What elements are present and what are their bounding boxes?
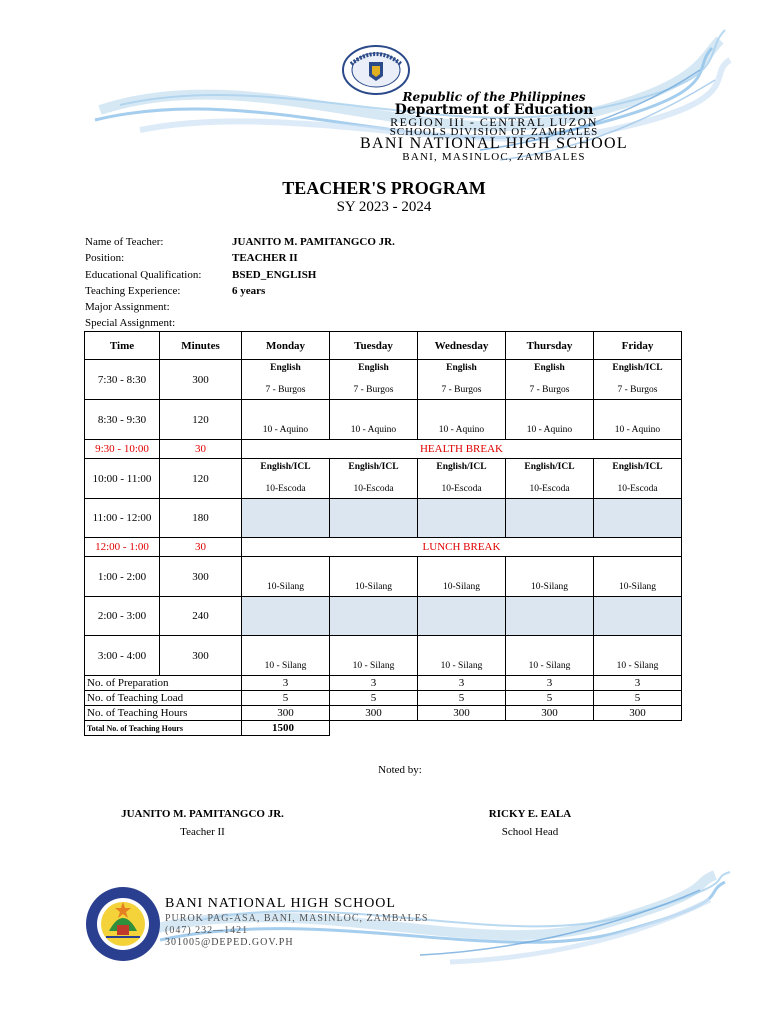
schedule-row xyxy=(85,636,682,676)
republic-line: Republic of the Philippines xyxy=(402,90,586,104)
section-label: 10 - Silang xyxy=(264,661,307,671)
time-cell: 9:30 - 10:00 xyxy=(85,440,160,459)
section-label: 10-Silang xyxy=(531,582,568,592)
summary-value: 3 xyxy=(594,676,682,691)
column-header: Wednesday xyxy=(418,332,506,360)
class-cell xyxy=(242,557,330,597)
schedule-row xyxy=(85,499,682,538)
class-cell xyxy=(418,360,506,400)
school-name: BANI NATIONAL HIGH SCHOOL xyxy=(360,135,628,152)
class-cell xyxy=(418,636,506,676)
summary-label: No. of Preparation xyxy=(85,676,242,691)
footer-email: 301005@DEPED.GOV.PH xyxy=(165,937,294,948)
section-label: 10 - Silang xyxy=(528,661,571,671)
time-cell: 11:00 - 12:00 xyxy=(85,499,160,538)
subject-label: English xyxy=(446,363,477,373)
column-header: Monday xyxy=(242,332,330,360)
empty-class-cell xyxy=(242,499,330,538)
empty-class-cell xyxy=(506,597,594,636)
info-value: JUANITO M. PAMITANGCO JR. xyxy=(232,236,395,248)
class-cell xyxy=(594,360,682,400)
blank-cell xyxy=(594,721,682,736)
section-label: 10-Escoda xyxy=(441,484,482,494)
time-cell: 1:00 - 2:00 xyxy=(85,557,160,597)
class-cell xyxy=(506,557,594,597)
letterhead-footer xyxy=(0,870,768,970)
blank-cell xyxy=(418,721,506,736)
empty-class-cell xyxy=(418,499,506,538)
break-cell: HEALTH BREAK xyxy=(242,440,682,459)
summary-label: No. of Teaching Hours xyxy=(85,706,242,721)
empty-class-cell xyxy=(506,499,594,538)
total-value: 1500 xyxy=(242,721,330,736)
schedule-row xyxy=(85,557,682,597)
teacher-name: JUANITO M. PAMITANGCO JR. xyxy=(121,808,284,820)
class-cell xyxy=(418,557,506,597)
class-cell xyxy=(330,360,418,400)
subject-label: English/ICL xyxy=(436,462,487,472)
section-label: 10 - Aquino xyxy=(262,425,309,435)
summary-value: 3 xyxy=(242,676,330,691)
teacher-position: Teacher II xyxy=(180,826,225,838)
summary-value: 300 xyxy=(594,706,682,721)
info-value: BSED_ENGLISH xyxy=(232,268,317,281)
teacher-signature xyxy=(80,808,325,838)
summary-value: 300 xyxy=(330,706,418,721)
minutes-cell: 120 xyxy=(160,400,242,440)
empty-class-cell xyxy=(330,499,418,538)
subject-label: English xyxy=(358,363,389,373)
section-label: 10 - Aquino xyxy=(614,425,661,435)
class-cell xyxy=(506,636,594,676)
info-label: Name of Teacher: xyxy=(85,236,164,248)
section-label: 10 - Aquino xyxy=(350,425,397,435)
total-label: Total No. of Teaching Hours xyxy=(85,721,242,736)
subject-label: English/ICL xyxy=(524,462,575,472)
class-cell xyxy=(330,400,418,440)
class-cell xyxy=(418,459,506,499)
class-cell xyxy=(506,459,594,499)
section-label: 10 - Silang xyxy=(352,661,395,671)
summary-value: 300 xyxy=(242,706,330,721)
summary-value: 3 xyxy=(330,676,418,691)
section-label: 7 - Burgos xyxy=(529,385,570,395)
header-row xyxy=(85,332,682,360)
section-label: 10-Escoda xyxy=(265,484,306,494)
table-header xyxy=(85,332,682,360)
time-cell: 12:00 - 1:00 xyxy=(85,538,160,557)
summary-label: No. of Teaching Load xyxy=(85,691,242,706)
class-cell xyxy=(594,557,682,597)
break-cell: LUNCH BREAK xyxy=(242,538,682,557)
summary-row xyxy=(85,691,682,706)
minutes-cell: 240 xyxy=(160,597,242,636)
class-cell xyxy=(506,360,594,400)
class-cell xyxy=(594,459,682,499)
empty-class-cell xyxy=(594,597,682,636)
class-cell xyxy=(242,400,330,440)
school-address: BANI, MASINLOC, ZAMBALES xyxy=(402,151,586,163)
subject-label: English/ICL xyxy=(612,462,663,472)
time-cell: 8:30 - 9:30 xyxy=(85,400,160,440)
section-label: 10-Silang xyxy=(443,582,480,592)
section-label: 10-Escoda xyxy=(617,484,658,494)
section-label: 10 - Silang xyxy=(440,661,483,671)
time-cell: 2:00 - 3:00 xyxy=(85,597,160,636)
summary-row xyxy=(85,706,682,721)
time-cell: 3:00 - 4:00 xyxy=(85,636,160,676)
info-label: Teaching Experience: xyxy=(85,284,181,297)
section-label: 10-Escoda xyxy=(529,484,570,494)
class-cell xyxy=(330,557,418,597)
head-position: School Head xyxy=(501,826,559,838)
column-header: Minutes xyxy=(160,332,242,360)
schedule-table xyxy=(84,331,682,736)
section-label: 10-Silang xyxy=(267,582,304,592)
class-cell xyxy=(506,400,594,440)
noted-by-label: Noted by: xyxy=(378,764,422,776)
schedule-row xyxy=(85,440,682,459)
region-line: REGION III - CENTRAL LUZON xyxy=(390,115,598,129)
subject-label: English xyxy=(534,363,565,373)
time-cell: 7:30 - 8:30 xyxy=(85,360,160,400)
footer-phone: (047) 232—1421 xyxy=(165,925,249,936)
blank-cell xyxy=(330,721,418,736)
summary-value: 5 xyxy=(330,691,418,706)
school-logo-icon xyxy=(84,885,162,963)
empty-class-cell xyxy=(330,597,418,636)
section-label: 10-Silang xyxy=(619,582,656,592)
empty-class-cell xyxy=(418,597,506,636)
deped-seal-icon xyxy=(341,44,411,96)
class-cell xyxy=(418,400,506,440)
footer-address: PUROK PAG-ASA, BANI, MASINLOC, ZAMBALES xyxy=(165,913,429,924)
blank-cell xyxy=(506,721,594,736)
class-cell xyxy=(594,400,682,440)
subject-label: English/ICL xyxy=(348,462,399,472)
class-cell xyxy=(330,459,418,499)
summary-value: 5 xyxy=(418,691,506,706)
division-line: SCHOOLS DIVISION OF ZAMBALES xyxy=(389,126,599,138)
class-cell xyxy=(594,636,682,676)
subject-label: English/ICL xyxy=(260,462,311,472)
minutes-cell: 300 xyxy=(160,636,242,676)
letterhead-header xyxy=(0,0,768,175)
minutes-cell: 300 xyxy=(160,557,242,597)
section-label: 10 - Aquino xyxy=(438,425,485,435)
minutes-cell: 180 xyxy=(160,499,242,538)
total-row xyxy=(85,721,682,736)
info-label: Major Assignment: xyxy=(85,301,170,314)
summary-value: 300 xyxy=(506,706,594,721)
section-label: 7 - Burgos xyxy=(265,385,306,395)
class-cell xyxy=(242,636,330,676)
schedule-row xyxy=(85,360,682,400)
section-label: 10-Escoda xyxy=(353,484,394,494)
minutes-cell: 30 xyxy=(160,440,242,459)
summary-value: 5 xyxy=(242,691,330,706)
schedule-row xyxy=(85,597,682,636)
schedule-row xyxy=(85,459,682,499)
class-cell xyxy=(242,459,330,499)
page-title: TEACHER'S PROGRAM xyxy=(282,178,486,198)
summary-value: 300 xyxy=(418,706,506,721)
footer-school-name: BANI NATIONAL HIGH SCHOOL xyxy=(165,896,396,911)
empty-class-cell xyxy=(594,499,682,538)
subject-label: English/ICL xyxy=(612,363,663,373)
section-label: 10 - Aquino xyxy=(526,425,573,435)
section-label: 10 - Silang xyxy=(616,661,659,671)
info-value: TEACHER II xyxy=(232,252,298,265)
section-label: 7 - Burgos xyxy=(353,385,394,395)
school-year: SY 2023 - 2024 xyxy=(336,199,432,215)
summary-value: 5 xyxy=(506,691,594,706)
info-label: Educational Qualification: xyxy=(85,268,202,281)
summary-value: 5 xyxy=(594,691,682,706)
time-cell: 10:00 - 11:00 xyxy=(85,459,160,499)
column-header: Time xyxy=(85,332,160,360)
minutes-cell: 120 xyxy=(160,459,242,499)
class-cell xyxy=(242,360,330,400)
empty-class-cell xyxy=(242,597,330,636)
schedule-row xyxy=(85,400,682,440)
head-name: RICKY E. EALA xyxy=(488,808,572,820)
minutes-cell: 300 xyxy=(160,360,242,400)
summary-value: 3 xyxy=(506,676,594,691)
summary-row xyxy=(85,676,682,691)
info-label: Position: xyxy=(85,252,125,265)
schedule-body xyxy=(85,360,682,736)
subject-label: English xyxy=(270,363,301,373)
column-header: Tuesday xyxy=(330,332,418,360)
info-label: Special Assignment: xyxy=(85,317,176,330)
section-label: 10-Silang xyxy=(355,582,392,592)
class-cell xyxy=(330,636,418,676)
column-header: Thursday xyxy=(506,332,594,360)
column-header: Friday xyxy=(594,332,682,360)
section-label: 7 - Burgos xyxy=(617,385,658,395)
info-value: 6 years xyxy=(232,284,266,297)
head-signature xyxy=(440,808,620,838)
summary-value: 3 xyxy=(418,676,506,691)
department-line: Department of Education xyxy=(394,102,594,118)
minutes-cell: 30 xyxy=(160,538,242,557)
schedule-row xyxy=(85,538,682,557)
section-label: 7 - Burgos xyxy=(441,385,482,395)
